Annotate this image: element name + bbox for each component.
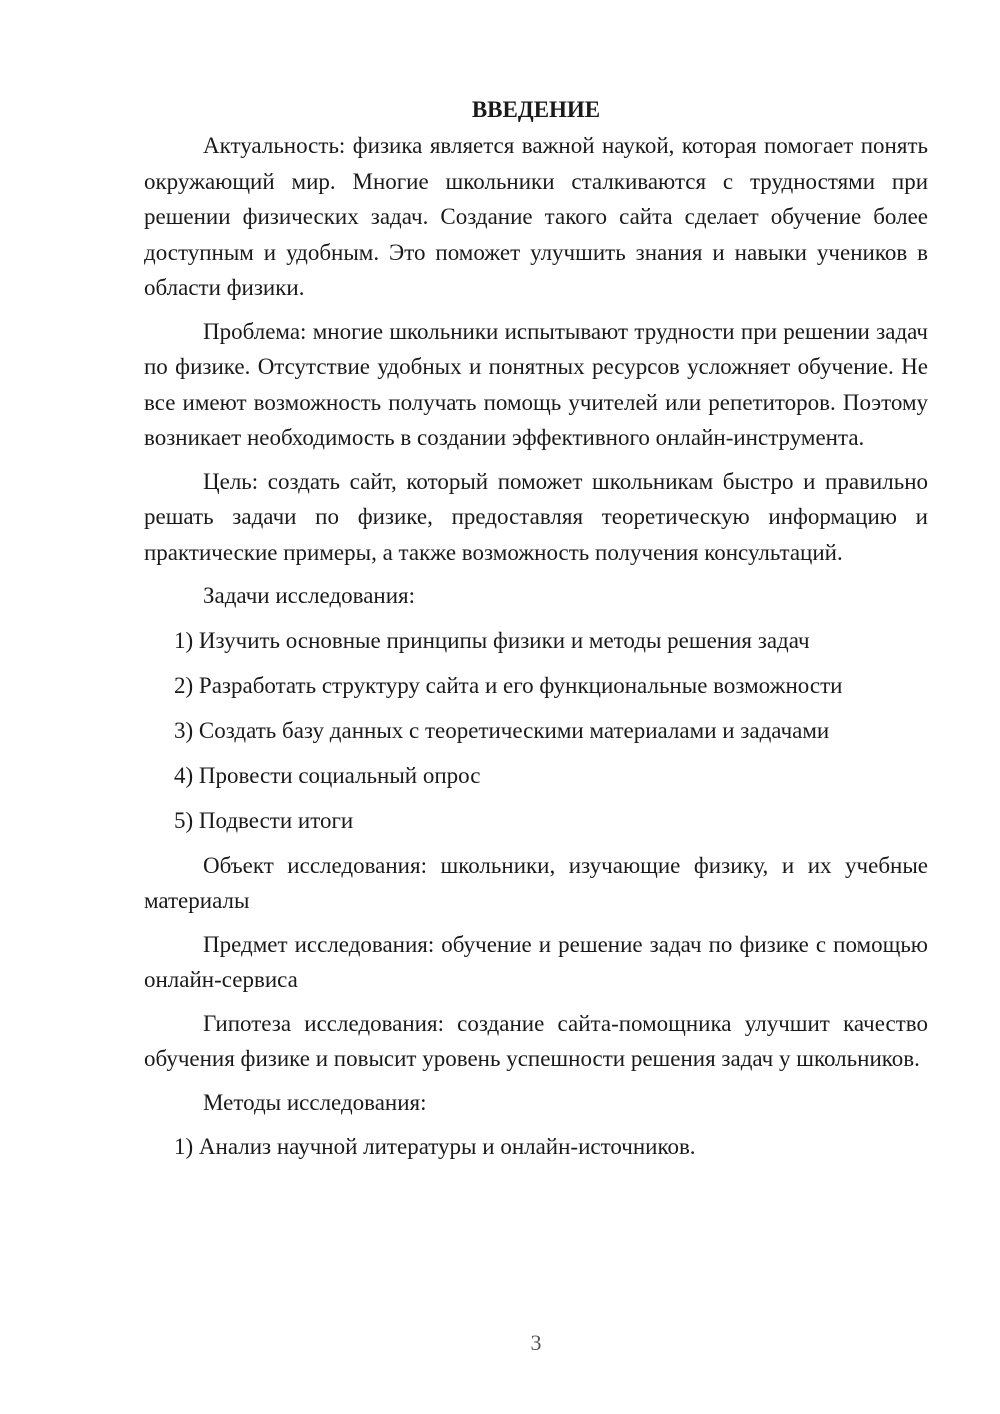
subject-paragraph: Предмет исследования: обучение и решение задач по физике с помощью онлайн-сервиса bbox=[144, 931, 928, 992]
task-item: 4) Провести социальный опрос bbox=[174, 762, 481, 788]
task-item: 1) Изучить основные принципы физики и методы решения задач bbox=[174, 627, 810, 653]
problem-paragraph: Проблема: многие школьники испытывают трудности при решении задач по физике. Отсутствие удобных и понятных ресурсов усложняет обучение. Не все имеют возможность получать помощь учителей или репетиторов. Поэтому возникает необходимость в создании эффективного онлайн-инструмента. bbox=[144, 318, 928, 450]
method-item: 1) Анализ научной литературы и онлайн-источников. bbox=[174, 1134, 696, 1159]
document-page bbox=[144, 92, 928, 1174]
relevance-paragraph: Актуальность: физика является важной наукой, которая помогает понять окружающий мир. Многие школьники сталкиваются с трудностями при решении физических задач. Создание такого сайта сделает обучение более доступным и удобным. Это поможет улучшить знания и навыки учеников в области физики. bbox=[144, 133, 928, 300]
goal-paragraph: Цель: создать сайт, который поможет школьникам быстро и правильно решать задачи по физике, предоставляя теоретическую информацию и практические примеры, а также возможность получения консультаций. bbox=[144, 468, 928, 565]
task-item: 2) Разработать структуру сайта и его функциональные возможности bbox=[174, 672, 843, 698]
methods-list bbox=[144, 1129, 928, 1165]
hypothesis-paragraph: Гипотеза исследования: создание сайта-помощника улучшит качество обучения физике и повысит уровень успешности решения задач у школьников. bbox=[144, 1010, 928, 1071]
object-paragraph: Объект исследования: школьники, изучающие физику, и их учебные материалы bbox=[144, 852, 928, 913]
methods-heading: Методы исследования: bbox=[203, 1089, 427, 1115]
task-item: 5) Подвести итоги bbox=[174, 807, 354, 833]
tasks-heading: Задачи исследования: bbox=[203, 583, 416, 608]
section-title: ВВЕДЕНИЕ bbox=[471, 97, 601, 122]
tasks-list bbox=[144, 623, 928, 839]
page-number: 3 bbox=[530, 1330, 542, 1355]
task-item: 3) Создать базу данных с теоретическими материалами и задачами bbox=[174, 717, 830, 743]
